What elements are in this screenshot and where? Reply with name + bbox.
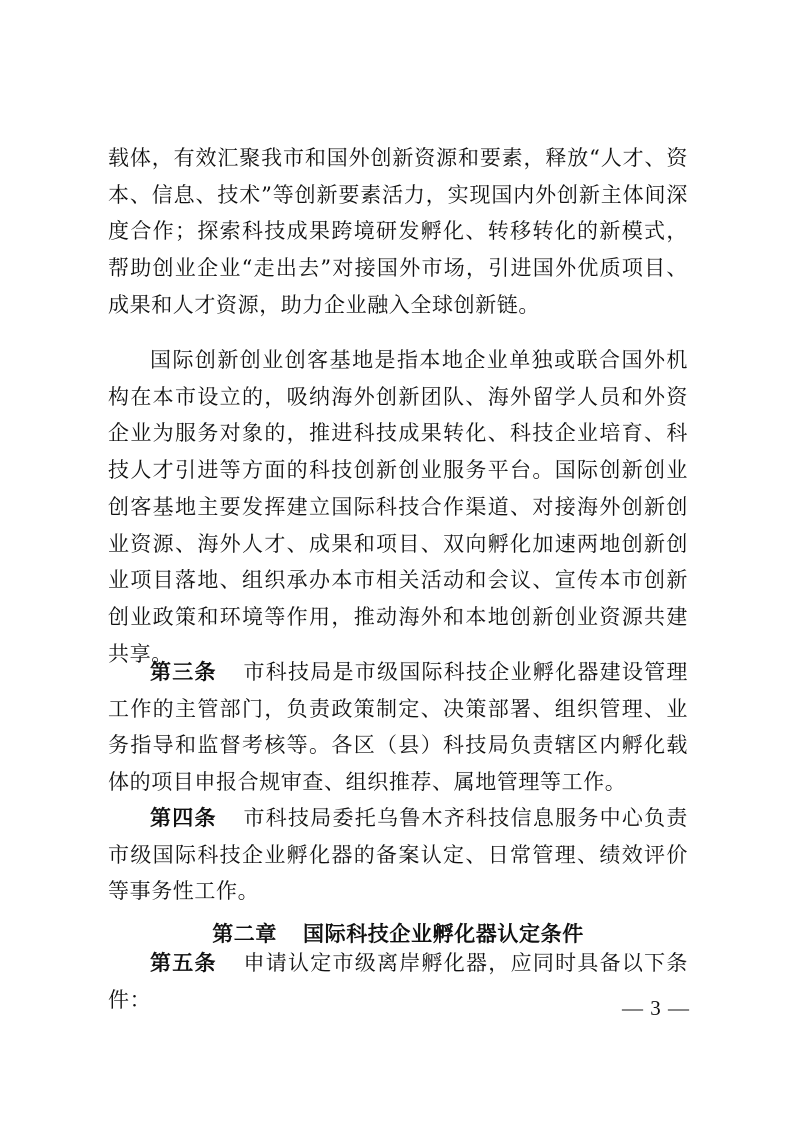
paragraph-2-text: 国际创新创业创客基地是指本地企业单独或联合国外机构在本市设立的，吸纳海外创新团队、海外留学人员和外资企业为服务对象的，推进科技成果转化、科技企业培育、科技人才引进等方面的科技创新创业服务平台。国际创新创业创客基地主要发挥建立国际科技合作渠道、对接海外创新创业资源、海外人才、成果和项目、双向孵化加速两地创新创业项目落地、组织承办本市相关活动和会议、宣传本市创新创业政策和环境等作用，推动海外和本地创新创业资源共建共享。 xyxy=(108,348,688,666)
article-4 xyxy=(108,800,688,910)
paragraph-1-text: 载体，有效汇聚我市和国外创新资源和要素，释放“人才、资本、信息、技术”等创新要素活力，实现国内外创新主体间深度合作；探索科技成果跨境研发孵化、转移转化的新模式，帮助创业企业“走出去”对接国外市场，引进国外优质项目、成果和人才资源，助力企业融入全球创新链。 xyxy=(108,146,688,317)
chapter-number: 第二章 xyxy=(212,922,277,946)
article-4-title: 第四条 xyxy=(150,806,217,830)
paragraph-2 xyxy=(108,342,688,672)
article-5-title: 第五条 xyxy=(150,951,217,975)
chapter-title: 国际科技企业孵化器认定条件 xyxy=(303,922,584,946)
article-3-title: 第三条 xyxy=(150,660,217,684)
article-4-text: 市科技局委托乌鲁木齐科技信息服务中心负责市级国际科技企业孵化器的备案认定、日常管理、绩效评价等事务性工作。 xyxy=(108,806,688,904)
paragraph-1 xyxy=(108,140,688,324)
chapter-heading xyxy=(108,918,688,948)
article-3-text: 市科技局是市级国际科技企业孵化器建设管理工作的主管部门，负责政策制定、决策部署、组织管理、业务指导和监督考核等。各区（县）科技局负责辖区内孵化载体的项目申报合规审查、组织推荐、属地管理等工作。 xyxy=(108,660,688,795)
article-3 xyxy=(108,654,688,801)
page-number: — 3 — xyxy=(622,996,690,1020)
article-5-text: 申请认定市级离岸孵化器，应同时具备以下条件： xyxy=(108,951,688,1012)
article-5 xyxy=(108,945,688,1018)
